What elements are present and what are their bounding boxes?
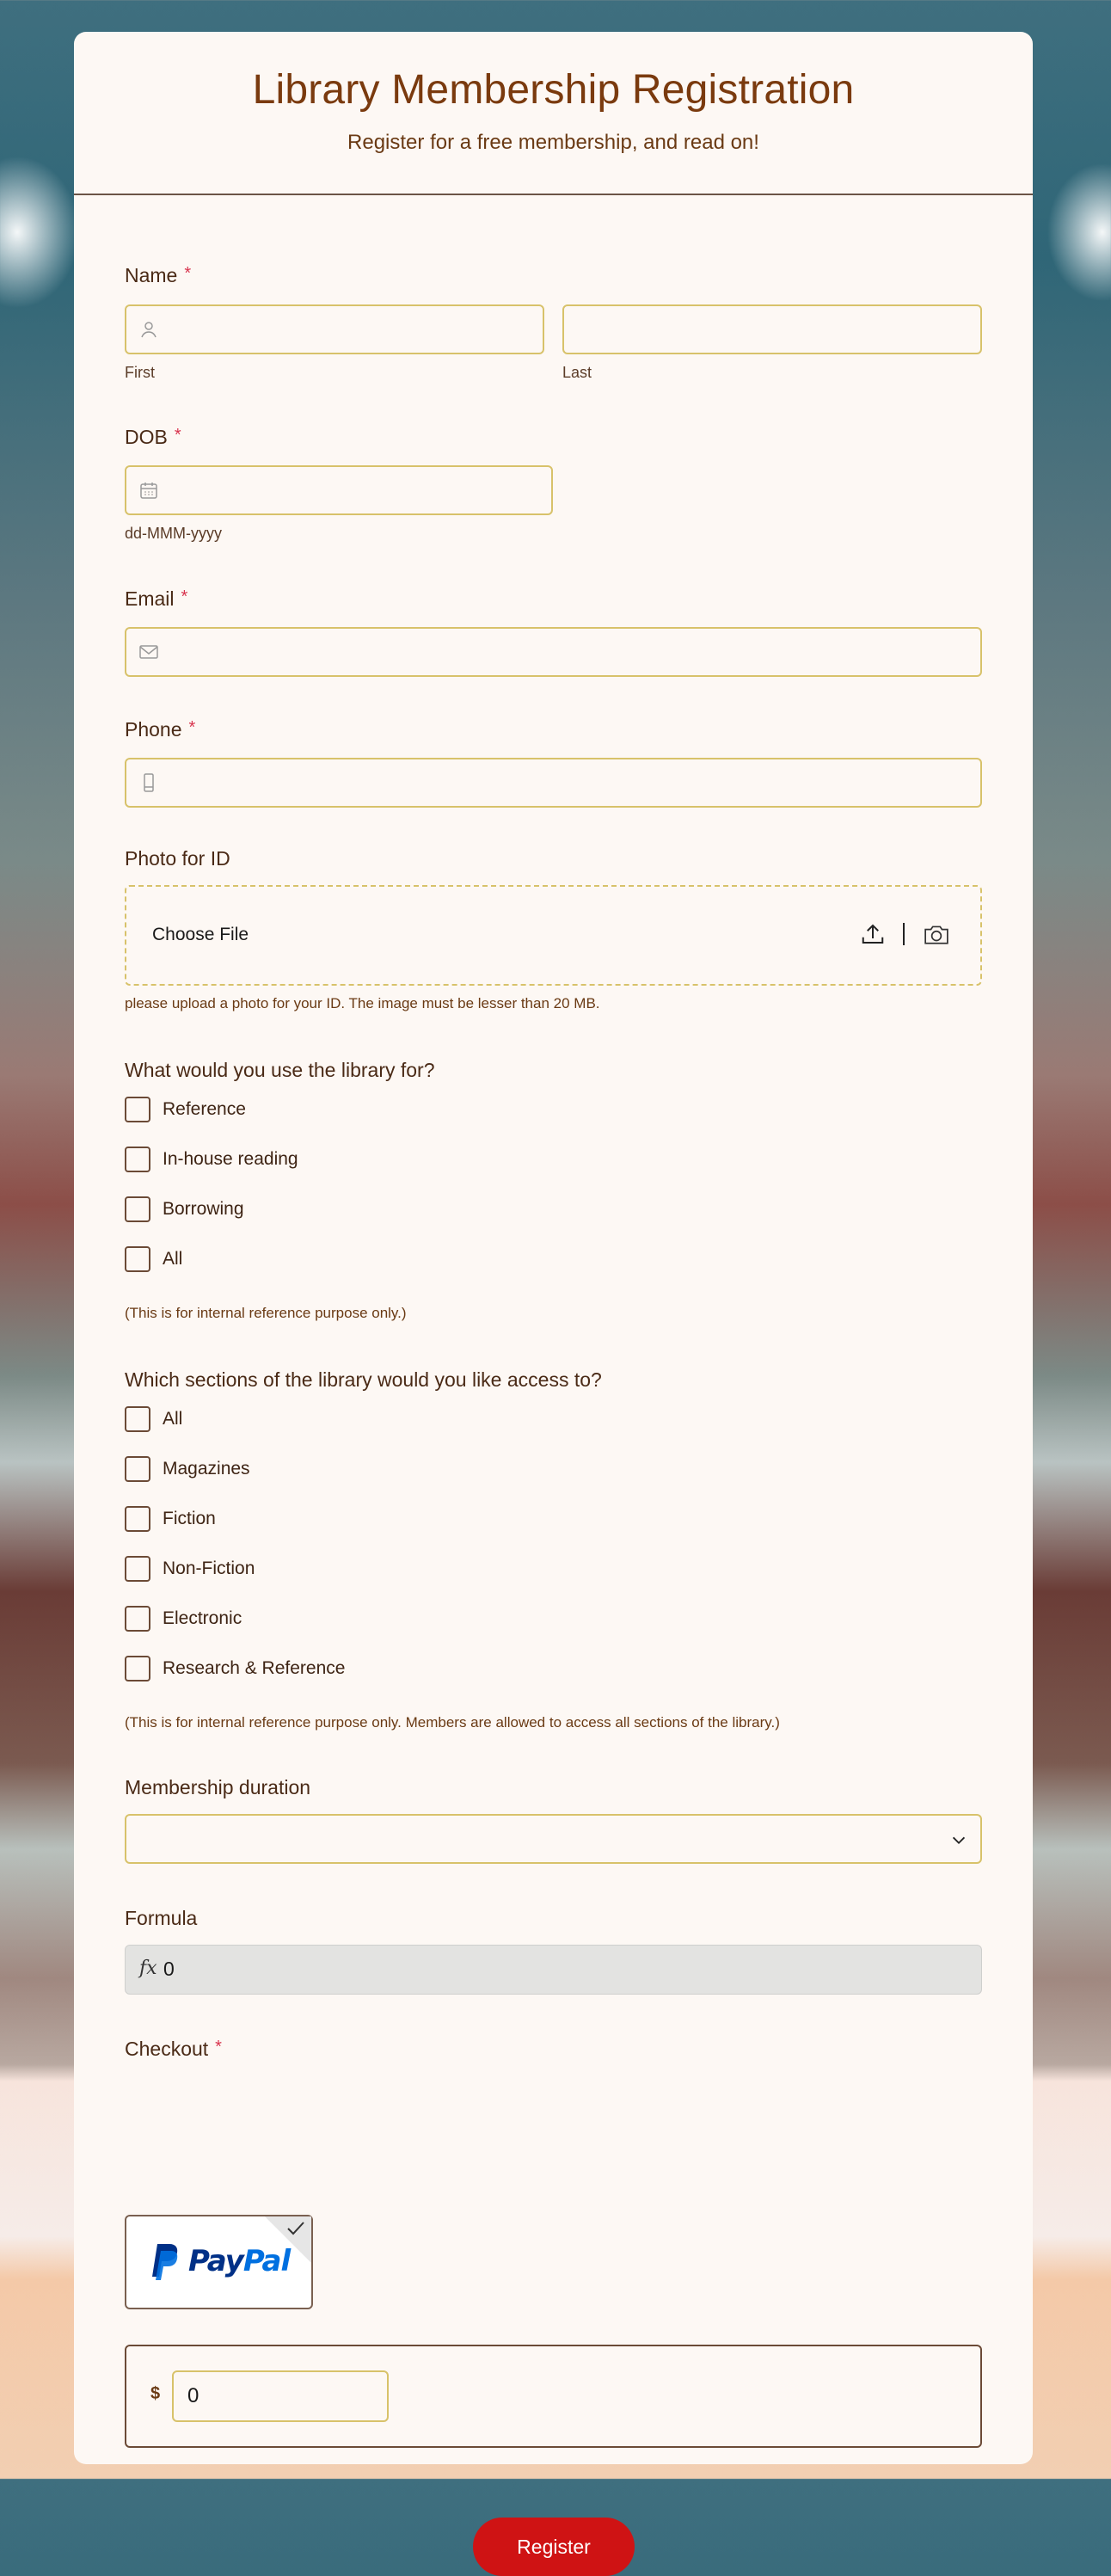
required-marker: * [181,587,188,606]
email-input[interactable] [125,627,982,677]
dob-format-hint: dd-MMM-yyyy [125,525,222,542]
person-icon [138,319,159,340]
duration-label: Membership duration [125,1776,311,1798]
camera-icon[interactable] [924,923,949,945]
amount-container [125,2345,982,2448]
register-button[interactable]: Register [473,2518,635,2576]
checkmark-icon [285,2220,306,2237]
formula-value: 0 [163,1958,175,1980]
required-marker: * [174,426,181,445]
photo-label: Photo for ID [125,847,230,870]
paypal-logo [150,2242,290,2280]
first-sublabel: First [125,364,155,381]
form-card [74,32,1033,2558]
duration-select[interactable] [125,1814,982,1864]
checkout-label: Checkout * [125,2038,222,2060]
checkbox-magazines[interactable]: Magazines [125,1456,250,1482]
photo-upload-dropzone[interactable] [125,885,982,986]
usage-helper-text: (This is for internal reference purpose only.) [125,1305,407,1321]
form-header [74,32,1033,195]
chevron-down-icon [949,1831,968,1850]
checkbox[interactable] [125,1097,150,1122]
checkbox[interactable] [125,1456,150,1482]
last-name-input[interactable] [562,304,982,354]
checkbox[interactable] [125,1556,150,1582]
required-marker: * [184,264,192,283]
calendar-icon [138,480,159,501]
usage-question: What would you use the library for? [125,1059,435,1081]
required-marker: * [215,2038,222,2056]
checkbox[interactable] [125,1246,150,1272]
checkbox-non-fiction[interactable]: Non-Fiction [125,1556,255,1582]
checkbox[interactable] [125,1656,150,1681]
checkbox[interactable] [125,1406,150,1432]
checkbox[interactable] [125,1606,150,1632]
name-label: Name * [125,264,192,286]
divider [903,923,905,945]
mobile-phone-icon [138,772,159,793]
phone-label: Phone * [125,718,196,741]
sections-question: Which sections of the library would you like access to? [125,1368,602,1391]
checkbox-electronic[interactable]: Electronic [125,1606,242,1632]
checkbox-borrowing[interactable]: Borrowing [125,1196,244,1222]
paypal-wordmark: PayPal [188,2244,291,2278]
last-sublabel: Last [562,364,592,381]
upload-icon[interactable] [860,921,886,947]
checkbox-research-reference[interactable]: Research & Reference [125,1656,345,1681]
page-subtitle: Register for a free membership, and read on! [347,131,759,154]
checkbox-all-sections[interactable]: All [125,1406,182,1432]
formula-label: Formula [125,1907,198,1929]
checkbox-all-usage[interactable]: All [125,1246,182,1272]
dob-input[interactable] [125,465,553,515]
checkbox-reference[interactable]: Reference [125,1097,246,1122]
checkbox-fiction[interactable]: Fiction [125,1506,216,1532]
paypal-p-icon [150,2242,180,2280]
page-title: Library Membership Registration [252,67,855,113]
checkbox[interactable] [125,1196,150,1222]
amount-input[interactable]: 0 [172,2370,389,2422]
currency-symbol: $ [150,2384,161,2403]
checkbox-in-house-reading[interactable]: In-house reading [125,1147,298,1172]
formula-field [125,1945,982,1995]
phone-input[interactable] [125,758,982,808]
checkbox[interactable] [125,1147,150,1172]
required-marker: * [188,718,196,737]
envelope-icon [138,642,159,662]
choose-file-button[interactable]: Choose File [152,925,249,944]
function-icon: fx [139,1958,157,1979]
sections-helper-text: (This is for internal reference purpose only. Members are allowed to access all sections of the library.) [125,1714,780,1731]
paypal-option[interactable] [125,2215,313,2309]
dob-label: DOB * [125,426,181,448]
email-label: Email * [125,587,188,610]
first-name-input[interactable] [125,304,544,354]
photo-helper-text: please upload a photo for your ID. The image must be lesser than 20 MB. [125,995,600,1011]
checkbox[interactable] [125,1506,150,1532]
